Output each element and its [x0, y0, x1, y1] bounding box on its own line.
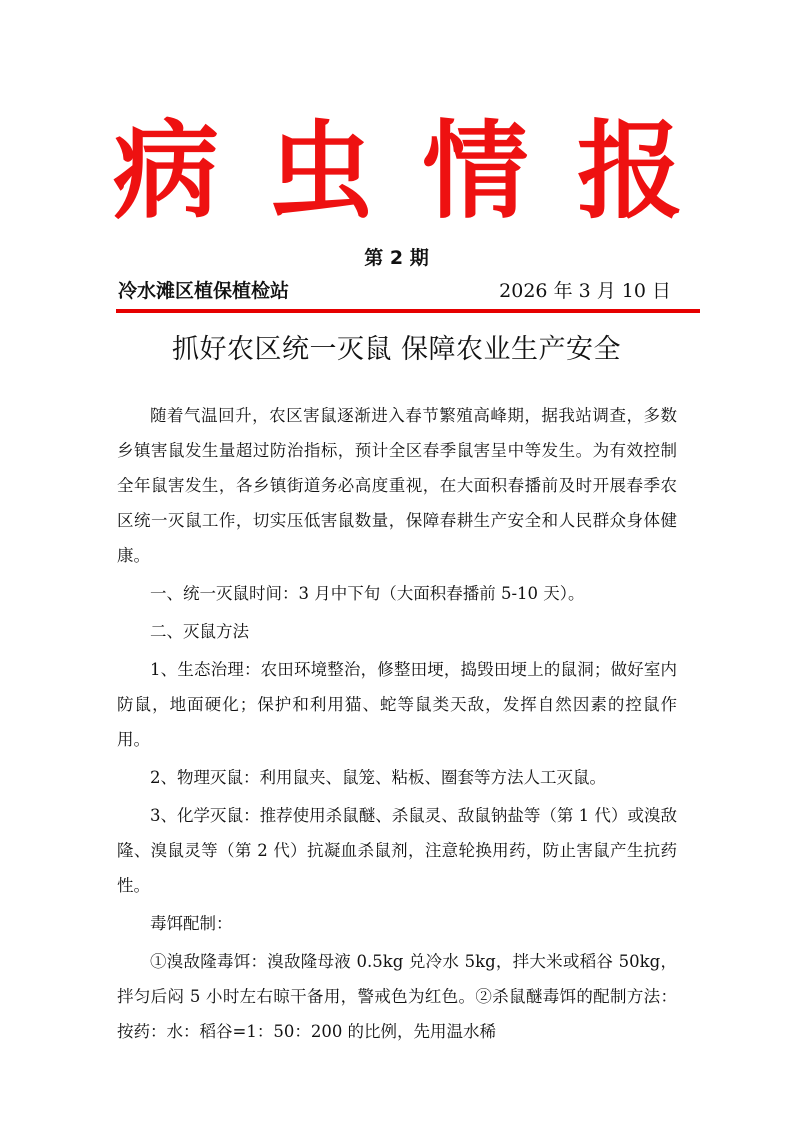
body-paragraph: ①溴敌隆毒饵：溴敌隆母液 0.5kg 兑冷水 5kg，拌大米或稻谷 50kg，拌匀后闷 5 小时左右晾干备用，警戒色为红色。②杀鼠醚毒饵的配制方法：按药：水：稻谷=1：50：200 的比例，先用温水稀 — [117, 952, 677, 1041]
issue-number: 第 2 期 — [364, 247, 429, 269]
masthead-char: 虫 — [267, 110, 374, 233]
masthead-char: 报 — [576, 110, 683, 233]
body-paragraph: 毒饵配制： — [150, 914, 233, 933]
masthead-char: 病 — [113, 110, 219, 233]
header-divider — [116, 309, 700, 313]
body-paragraph: 一、统一灭鼠时间：3 月中下旬（大面积春播前 5-10 天）。 — [150, 584, 585, 603]
masthead-title — [113, 112, 683, 232]
body-paragraph: 二、灭鼠方法 — [150, 622, 249, 641]
issuing-organization: 冷水滩区植保植检站 — [118, 280, 290, 302]
article-headline: 抓好农区统一灭鼠 保障农业生产安全 — [171, 334, 622, 365]
article-body — [117, 398, 677, 1052]
body-paragraph: 2、物理灭鼠：利用鼠夹、鼠笼、粘板、圈套等方法人工灭鼠。 — [150, 768, 606, 787]
body-paragraph: 随着气温回升，农区害鼠逐渐进入春节繁殖高峰期，据我站调查，多数乡镇害鼠发生量超过防治指标，预计全区春季鼠害呈中等发生。为有效控制全年鼠害发生，各乡镇街道务必高度重视，在大面积春播前及时开展春季农区统一灭鼠工作，切实压低害鼠数量，保障春耕生产安全和人民群众身体健康。 — [117, 406, 677, 565]
body-paragraph: 3、化学灭鼠：推荐使用杀鼠醚、杀鼠灵、敌鼠钠盐等（第 1 代）或溴敌隆、溴鼠灵等（第 2 代）抗凝血杀鼠剂，注意轮换用药，防止害鼠产生抗药性。 — [117, 806, 677, 895]
body-paragraph: 1、生态治理：农田环境整治，修整田埂，捣毁田埂上的鼠洞；做好室内防鼠，地面硬化；保护和利用猫、蛇等鼠类天敌，发挥自然因素的控鼠作用。 — [117, 660, 677, 749]
issue-date: 2026 年 3 月 10 日 — [499, 280, 671, 302]
masthead-char: 情 — [422, 110, 529, 233]
